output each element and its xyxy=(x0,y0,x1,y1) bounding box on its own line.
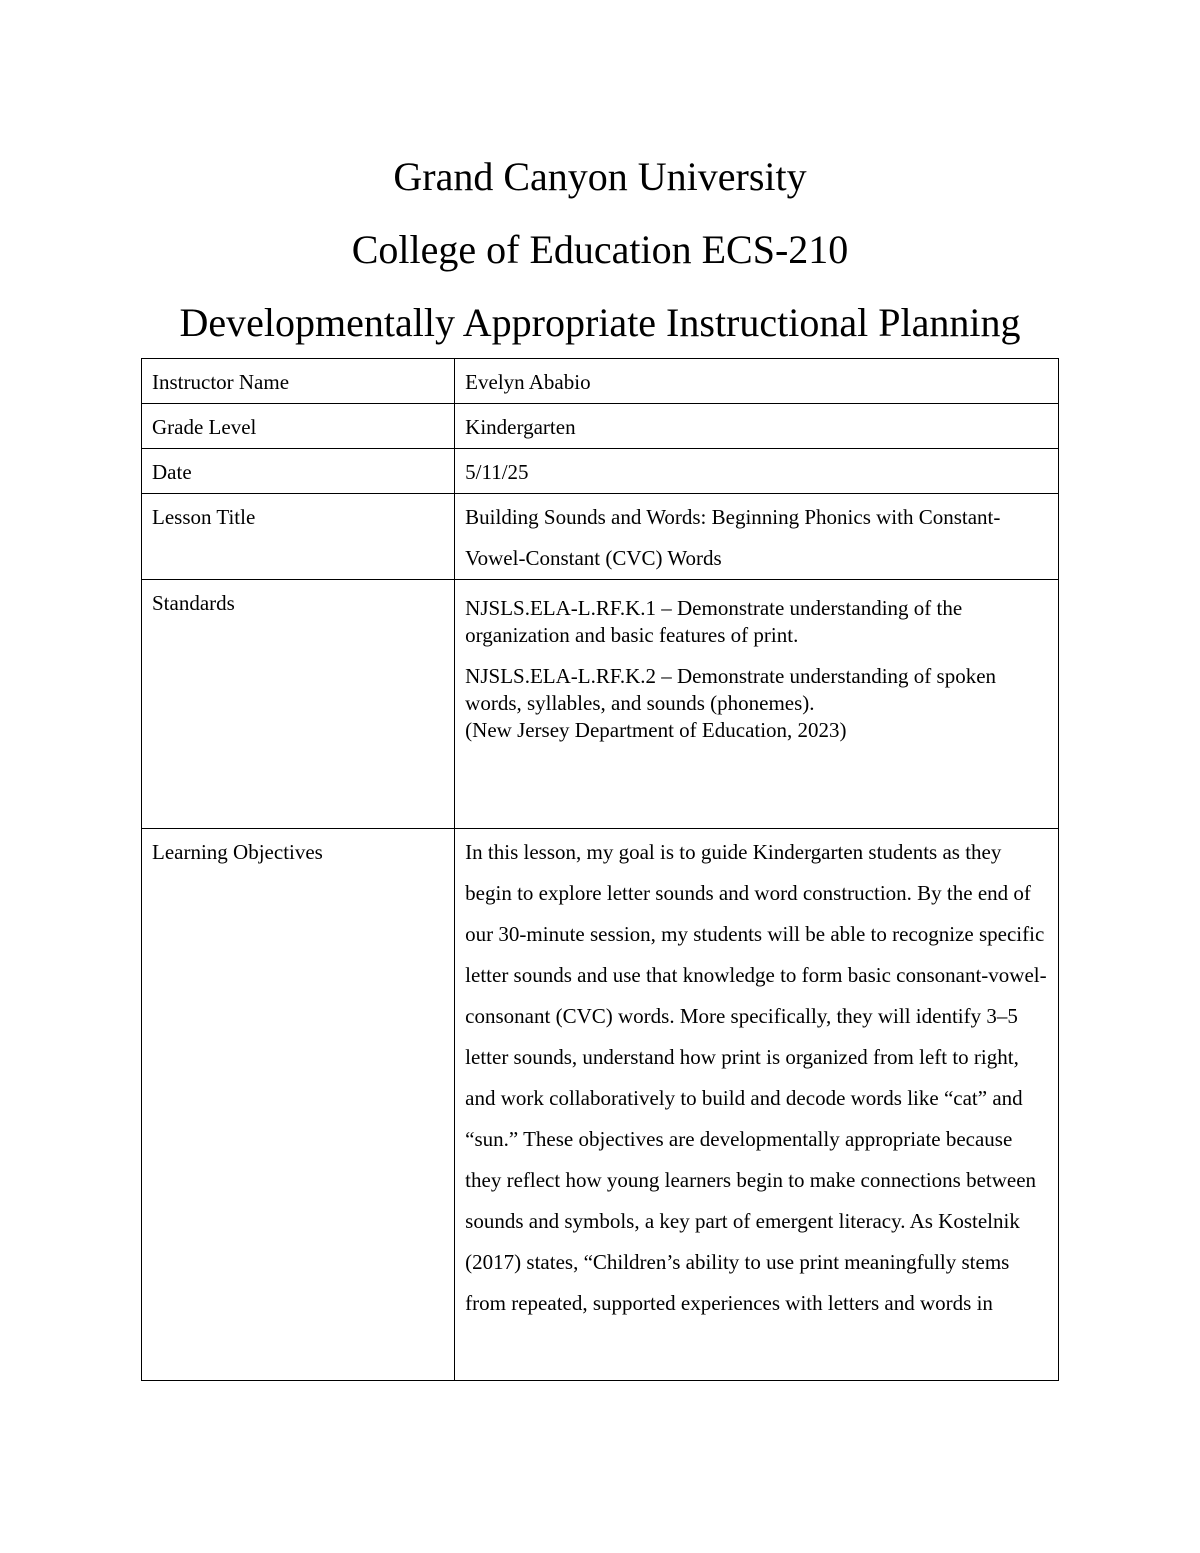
instructor-value: Evelyn Ababio xyxy=(455,359,1059,404)
standards-label: Standards xyxy=(142,580,455,829)
table-row xyxy=(142,494,1059,580)
objectives-text: In this lesson, my goal is to guide Kindergarten students as they begin to explore letter sounds and word construction. By the end of our 30-minute session, my students will be able to recognize specific letter sounds and use that knowledge to form basic consonant-vowel-consonant (CVC) words. More specifically, they will identify 3–5 letter sounds, understand how print is organized from left to right, and work collaboratively to build and decode words like “cat” and “sun.” These objectives are developmentally appropriate because they reflect how young learners begin to make connections between sounds and symbols, a key part of emergent literacy. As Kostelnik (2017) states, “Children’s ability to use print meaningfully stems from repeated, supported experiences with letters and words in xyxy=(465,840,1047,1315)
date-label: Date xyxy=(142,449,455,494)
table-row xyxy=(142,580,1059,829)
standard-rf-k2-text: NJSLS.ELA-L.RF.K.2 – Demonstrate understanding of spoken words, syllables, and sounds (phonemes). xyxy=(465,664,997,715)
standard-rf-k2 xyxy=(465,663,1050,744)
document-header xyxy=(0,140,1200,359)
date-value: 5/11/25 xyxy=(455,449,1059,494)
college-course-title: College of Education ECS-210 xyxy=(351,227,849,272)
lesson-title-label: Lesson Title xyxy=(142,494,455,580)
objectives-value xyxy=(455,829,1059,1381)
table-row xyxy=(142,404,1059,449)
grade-label: Grade Level xyxy=(142,404,455,449)
instructor-label: Instructor Name xyxy=(142,359,455,404)
document-title: Developmentally Appropriate Instructional Planning xyxy=(179,300,1021,345)
grade-value: Kindergarten xyxy=(455,404,1059,449)
university-title: Grand Canyon University xyxy=(393,154,807,199)
table-row xyxy=(142,449,1059,494)
objectives-label: Learning Objectives xyxy=(142,829,455,1381)
standards-citation: (New Jersey Department of Education, 2023) xyxy=(465,718,847,742)
lesson-title-value: Building Sounds and Words: Beginning Phonics with Constant-Vowel-Constant (CVC) Words xyxy=(455,494,1059,580)
table-row xyxy=(142,829,1059,1381)
standards-value xyxy=(455,580,1059,829)
lesson-plan-table xyxy=(141,358,1059,1381)
standard-rf-k1: NJSLS.ELA-L.RF.K.1 – Demonstrate understanding of the organization and basic features of print. xyxy=(465,596,963,647)
table-row xyxy=(142,359,1059,404)
